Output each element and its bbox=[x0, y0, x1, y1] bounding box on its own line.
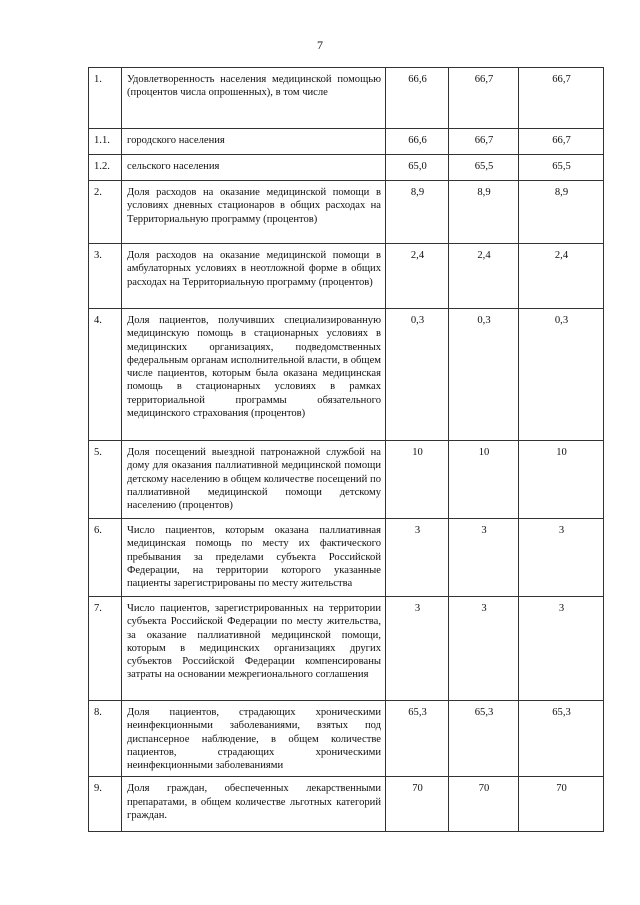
table-row bbox=[89, 701, 604, 777]
value-year-3: 65,5 bbox=[519, 155, 604, 181]
row-number: 1.2. bbox=[89, 155, 122, 181]
value-year-3: 3 bbox=[519, 597, 604, 701]
value-year-2: 65,5 bbox=[449, 155, 519, 181]
row-number: 6. bbox=[89, 519, 122, 597]
value-year-1: 65,0 bbox=[386, 155, 449, 181]
table-row bbox=[89, 777, 604, 832]
value-year-1: 8,9 bbox=[386, 181, 449, 244]
value-year-2: 3 bbox=[449, 597, 519, 701]
table-row bbox=[89, 597, 604, 701]
row-number: 4. bbox=[89, 309, 122, 441]
table-row bbox=[89, 309, 604, 441]
indicator-name: Доля пациентов, получивших специализированную медицинскую помощь в стационарных условиях в медицинских организациях, подведомственных федеральным органам исполнительной власти, в общем числе пациентов, которым была оказана медицинская помощь в стационарных условиях в рамках территориальной программы обязательного медицинского страхования (процентов) bbox=[122, 309, 386, 441]
indicator-name: Доля пациентов, страдающих хроническими неинфекционными заболеваниями, взятых под диспансерное наблюдение, в общем количестве пациентов, страдающих хроническими неинфекционными заболеваниями bbox=[122, 701, 386, 777]
indicator-name: Число пациентов, которым оказана паллиативная медицинская помощь по месту их фактического пребывания за пределами субъекта Российской Федерации, на территории которого указанные пациенты зарегистрированы по месту жительства bbox=[122, 519, 386, 597]
row-number: 2. bbox=[89, 181, 122, 244]
indicators-table bbox=[88, 67, 604, 832]
value-year-2: 8,9 bbox=[449, 181, 519, 244]
row-number: 5. bbox=[89, 441, 122, 519]
value-year-3: 65,3 bbox=[519, 701, 604, 777]
table-row bbox=[89, 68, 604, 129]
value-year-2: 10 bbox=[449, 441, 519, 519]
table-row bbox=[89, 155, 604, 181]
value-year-3: 2,4 bbox=[519, 244, 604, 309]
indicator-name: Удовлетворенность населения медицинской помощью (процентов числа опрошенных), в том числе bbox=[122, 68, 386, 129]
row-number: 1. bbox=[89, 68, 122, 129]
value-year-1: 70 bbox=[386, 777, 449, 832]
indicator-name: Доля граждан, обеспеченных лекарственными препаратами, в общем количестве льготных категорий граждан. bbox=[122, 777, 386, 832]
value-year-3: 70 bbox=[519, 777, 604, 832]
row-number: 7. bbox=[89, 597, 122, 701]
value-year-2: 3 bbox=[449, 519, 519, 597]
value-year-1: 65,3 bbox=[386, 701, 449, 777]
value-year-3: 0,3 bbox=[519, 309, 604, 441]
table-row bbox=[89, 129, 604, 155]
value-year-1: 66,6 bbox=[386, 68, 449, 129]
indicator-name: Доля расходов на оказание медицинской помощи в амбулаторных условиях в неотложной форме в общих расходах на Территориальную программу (процентов) bbox=[122, 244, 386, 309]
value-year-1: 66,6 bbox=[386, 129, 449, 155]
indicator-name: Доля посещений выездной патронажной службой на дому для оказания паллиативной медицинской помощи детскому населению в общем количестве посещений по паллиативной медицинской помощи детскому населению (процентов) bbox=[122, 441, 386, 519]
row-number: 9. bbox=[89, 777, 122, 832]
indicator-name: Доля расходов на оказание медицинской помощи в условиях дневных стационаров в общих расходах на Территориальную программу (процентов) bbox=[122, 181, 386, 244]
value-year-2: 66,7 bbox=[449, 68, 519, 129]
value-year-3: 8,9 bbox=[519, 181, 604, 244]
table-row bbox=[89, 181, 604, 244]
table-row bbox=[89, 244, 604, 309]
value-year-3: 66,7 bbox=[519, 129, 604, 155]
value-year-2: 70 bbox=[449, 777, 519, 832]
value-year-2: 0,3 bbox=[449, 309, 519, 441]
row-number: 8. bbox=[89, 701, 122, 777]
indicator-name: Число пациентов, зарегистрированных на территории субъекта Российской Федерации по месту жительства, за оказание паллиативной медицинской помощи, которым в медицинских организациях других субъектов Российской Федерации компенсированы затраты на основании межрегионального соглашения bbox=[122, 597, 386, 701]
value-year-1: 0,3 bbox=[386, 309, 449, 441]
row-number: 1.1. bbox=[89, 129, 122, 155]
value-year-1: 10 bbox=[386, 441, 449, 519]
table-row bbox=[89, 519, 604, 597]
indicator-name: городского населения bbox=[122, 129, 386, 155]
row-number: 3. bbox=[89, 244, 122, 309]
value-year-1: 3 bbox=[386, 597, 449, 701]
indicator-name: сельского населения bbox=[122, 155, 386, 181]
value-year-2: 2,4 bbox=[449, 244, 519, 309]
value-year-2: 65,3 bbox=[449, 701, 519, 777]
table-row bbox=[89, 441, 604, 519]
value-year-1: 3 bbox=[386, 519, 449, 597]
value-year-3: 66,7 bbox=[519, 68, 604, 129]
value-year-2: 66,7 bbox=[449, 129, 519, 155]
page-number: 7 bbox=[317, 38, 323, 52]
value-year-3: 10 bbox=[519, 441, 604, 519]
value-year-1: 2,4 bbox=[386, 244, 449, 309]
value-year-3: 3 bbox=[519, 519, 604, 597]
